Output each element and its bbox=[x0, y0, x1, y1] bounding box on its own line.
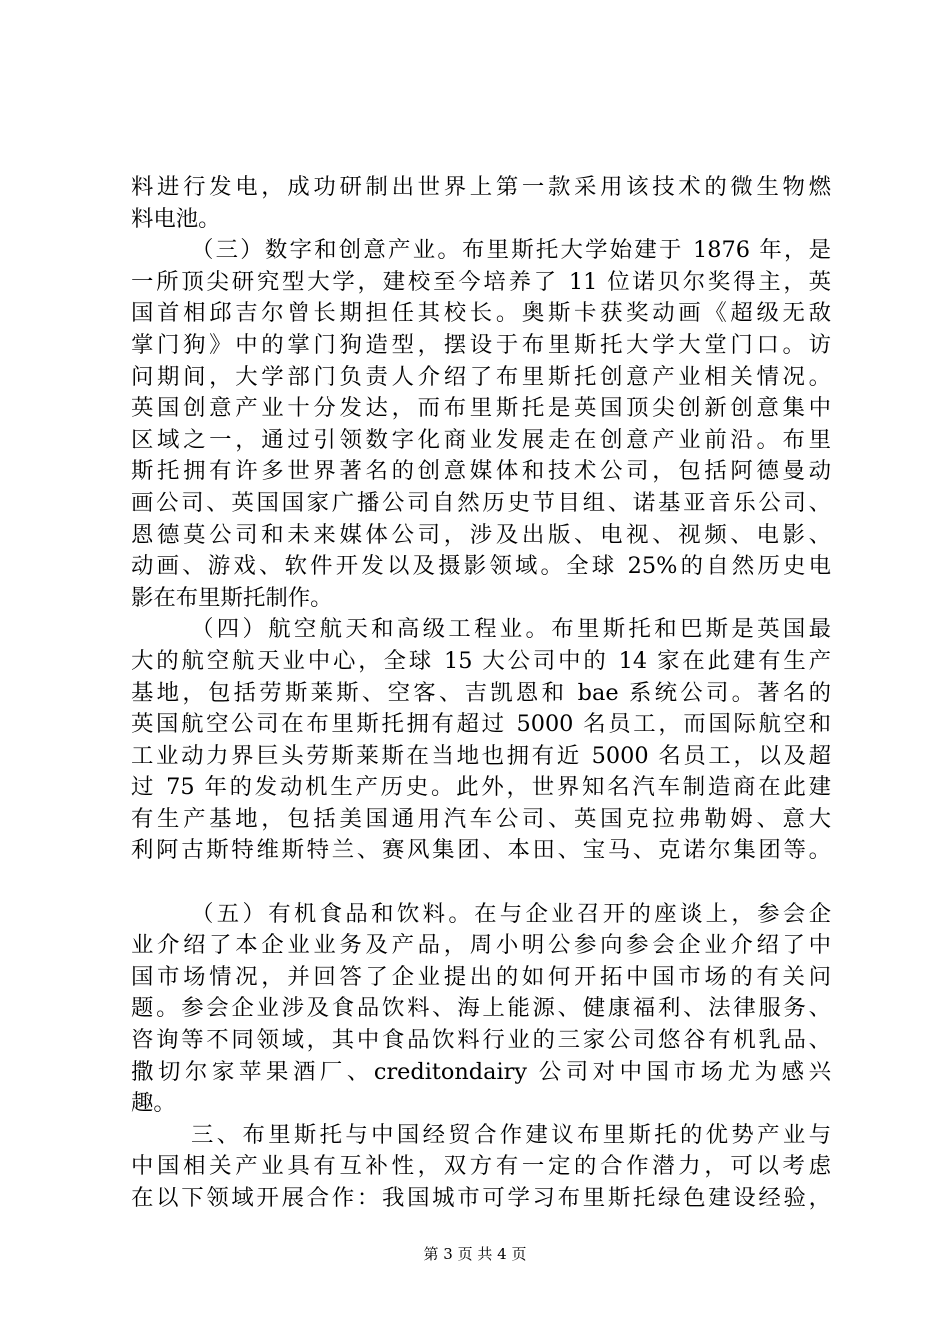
page-footer: 第 3 页 共 4 页 bbox=[423, 1245, 527, 1263]
text-line: （五）有机食品和饮料。在与企业召开的座谈上，参会企 bbox=[191, 900, 831, 927]
text-line: 基地，包括劳斯莱斯、空客、吉凯恩和 bae 系统公司。著名的 bbox=[131, 679, 831, 706]
text-line: 掌门狗》中的掌门狗造型，摆设于布里斯托大学大堂门口。访 bbox=[131, 331, 831, 358]
text-line: 动画、游戏、软件开发以及摄影领域。全球 25%的自然历史电 bbox=[131, 553, 831, 580]
text-line: 区域之一，通过引领数字化商业发展走在创意产业前沿。布里 bbox=[131, 426, 831, 453]
text-line: 有生产基地，包括美国通用汽车公司、英国克拉弗勒姆、意大 bbox=[131, 805, 831, 832]
text-line: 过 75 年的发动机生产历史。此外，世界知名汽车制造商在此建 bbox=[131, 774, 831, 801]
text-line: 英国创意产业十分发达，而布里斯托是英国顶尖创新创意集中 bbox=[131, 395, 831, 422]
text-line: 在以下领域开展合作：我国城市可学习布里斯托绿色建设经验， bbox=[131, 1185, 831, 1211]
text-line: 业介绍了本企业业务及产品，周小明公参向参会企业介绍了中 bbox=[131, 932, 831, 959]
text-line: 中国相关产业具有互补性，双方有一定的合作潜力，可以考虑 bbox=[131, 1153, 831, 1180]
text-line: 料电池。 bbox=[131, 205, 221, 232]
text-line: 画公司、英国国家广播公司自然历史节目组、诺基亚音乐公司、 bbox=[131, 489, 831, 516]
text-line: 一所顶尖研究型大学，建校至今培养了 11 位诺贝尔奖得主，英 bbox=[131, 268, 831, 295]
text-line: 恩德莫公司和未来媒体公司，涉及出版、电视、视频、电影、 bbox=[131, 521, 831, 548]
text-line: 英国航空公司在布里斯托拥有超过 5000 名员工，而国际航空和 bbox=[131, 711, 831, 738]
text-line: 大的航空航天业中心，全球 15 大公司中的 14 家在此建有生产 bbox=[131, 647, 831, 674]
text-line: 料进行发电，成功研制出世界上第一款采用该技术的微生物燃 bbox=[131, 174, 831, 200]
text-line: 趣。 bbox=[131, 1090, 176, 1117]
text-line: 影在布里斯托制作。 bbox=[131, 584, 333, 611]
text-line: 工业动力界巨头劳斯莱斯在当地也拥有近 5000 名员工，以及超 bbox=[131, 742, 831, 769]
text-line: 问期间，大学部门负责人介绍了布里斯托创意产业相关情况。 bbox=[131, 363, 831, 390]
text-line: 利阿古斯特维斯特兰、赛风集团、本田、宝马、克诺尔集团等。 bbox=[131, 837, 831, 864]
text-line: （三）数字和创意产业。布里斯托大学始建于 1876 年，是 bbox=[191, 237, 831, 264]
body-text bbox=[131, 172, 831, 1215]
text-line: 撒切尔家苹果酒厂、creditondairy 公司对中国市场尤为感兴 bbox=[131, 1058, 831, 1085]
text-line: 咨询等不同领域，其中食品饮料行业的三家公司悠谷有机乳品、 bbox=[131, 1027, 831, 1054]
text-line: （四）航空航天和高级工程业。布里斯托和巴斯是英国最 bbox=[191, 616, 831, 643]
text-line: 题。参会企业涉及食品饮料、海上能源、健康福利、法律服务、 bbox=[131, 995, 831, 1022]
text-line: 三、布里斯托与中国经贸合作建议布里斯托的优势产业与 bbox=[191, 1121, 831, 1148]
text-line: 国市场情况，并回答了企业提出的如何开拓中国市场的有关问 bbox=[131, 963, 831, 990]
text-line: 国首相邱吉尔曾长期担任其校长。奥斯卡获奖动画《超级无敌 bbox=[131, 300, 831, 327]
text-line: 斯托拥有许多世界著名的创意媒体和技术公司，包括阿德曼动 bbox=[131, 458, 831, 485]
paragraph-spacer bbox=[131, 867, 831, 899]
